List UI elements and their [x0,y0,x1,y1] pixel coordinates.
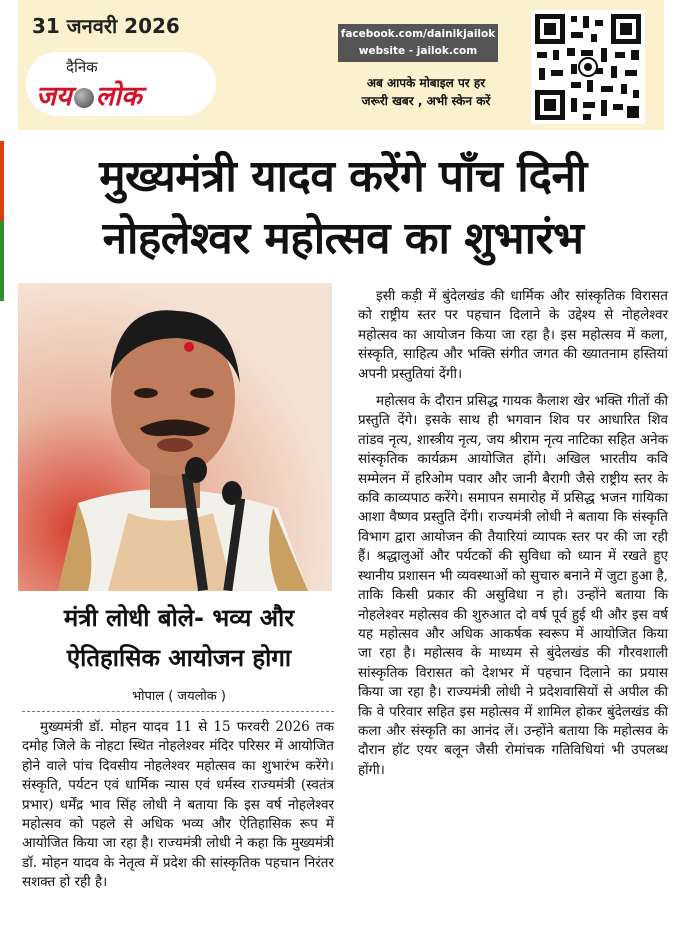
facebook-link[interactable]: facebook.com/dainikjailok [340,28,496,40]
chief-minister-photo [18,283,332,591]
issue-date: 31 जनवरी 2026 [32,14,180,38]
subheadline [24,598,334,678]
article-column-1 [22,718,334,893]
qr-code-icon[interactable] [531,10,645,124]
headline-line-1: मुख्यमंत्री यादव करेंगे पाँच दिनी [99,151,587,202]
article-paragraph: इसी कड़ी में बुंदेलखंड की धार्मिक और सांस्कृतिक विरासत को राष्ट्रीय स्तर पर पहचान दिलाने के उद्देश्य से नोहलेश्वर महोत्सव का आयोजन किया जा रहा है। इस महोत्सव में कला, संस्कृति, साहित्य और भक्ति संगीत जगत की ख्यातनाम हस्तियां अपनी प्रस्तुतियां देंगी। [358,288,668,382]
subheadline-line-2: ऐतिहासिक आयोजन होगा [66,644,292,672]
accent-stripe-green [0,221,4,301]
masthead [18,0,664,130]
headline [18,146,668,270]
website-link[interactable]: website - jailok.com [358,45,478,57]
dateline: भोपाल ( जयलोक ) [132,689,226,704]
divider [22,711,334,712]
headline-line-2: नोहलेश्वर महोत्सव का शुभारंभ [102,213,584,264]
scan-line-2: जरूरी खबर , अभी स्केन करें [361,94,491,108]
accent-stripe-red [0,141,4,221]
scan-prompt [336,74,516,110]
article-paragraph: मुख्यमंत्री डॉ. मोहन यादव 11 से 15 फरवरी 2026 तक दमोह जिले के नोहटा स्थित नोहलेश्वर मंदिर परिसर में आयोजित होने वाले पांच दिवसीय नोहलेश्वर महोत्सव का शुभारंभ करेंगे। संस्कृति, पर्यटन एवं धार्मिक न्यास एवं धर्मस्व राज्यमंत्री (स्वतंत्र प्रभार) धर्मेंद्र भाव सिंह लोधी ने बताया कि इस वर्ष नोहलेश्वर महोत्सव को पहले से अधिक भव्य और ऐतिहासिक रूप में आयोजित किया जा रहा है। राज्यमंत्री लोधी ने कहा कि मुख्यमंत्री डॉ. मोहन यादव के नेतृत्व में प्रदेश की सांस्कृतिक पहचान निरंतर सशक्त हो रही है। [22,719,334,891]
globe-icon [74,88,94,108]
logo-title [36,76,142,113]
logo-word-right: लोक [95,81,142,112]
scan-line-1: अब आपके मोबाइल पर हर [366,76,486,90]
subheadline-line-1: मंत्री लोधी बोले- भव्य और [63,604,295,632]
contact-box [338,24,498,62]
logo-small-text: दैनिक [66,58,98,76]
newspaper-logo [26,52,216,116]
article-column-2 [358,287,668,780]
article-paragraph: महोत्सव के दौरान प्रसिद्ध गायक कैलाश खेर भक्ति गीतों की प्रस्तुति देंगे। इसके साथ ही भगवान शिव पर आधारित शिव तांडव नृत्य, शास्त्रीय नृत्य, जय श्रीराम नृत्य नाटिका सहित अनेक सांस्कृतिक कार्यक्रम आयोजित होंगे। अखिल भारतीय कवि सम्मेलन में हरिओम पवार और जानी बैरागी जैसे राष्ट्रीय स्तर के कवि काव्यपाठ करेंगे। समापन समारोह में प्रसिद्ध भजन गायिका आशा वैष्णव प्रस्तुति देंगी। राज्यमंत्री लोधी ने बताया कि संस्कृति विभाग द्वारा आयोजन की तैयारियां व्यापक स्तर पर की जा रही हैं। श्रद्धालुओं और पर्यटकों की सुविधा को ध्यान में रखते हुए स्थानीय प्रशासन भी व्यवस्थाओं को सुचारु बनाने में जुटा हुआ है, ताकि किसी प्रकार की असुविधा न हो। उन्होंने बताया कि नोहलेश्वर महोत्सव की शुरुआत दो वर्ष पूर्व हुई थी और इस वर्ष यह महोत्सव और अधिक आकर्षक स्वरूप में आयोजित किया जा रहा है। महोत्सव के माध्यम से बुंदेलखंड की गौरवशाली सांस्कृतिक विरासत को देशभर में पहचान दिलाने का प्रयास किया जा रहा है। राज्यमंत्री लोधी ने प्रदेशवासियों से अपील की कि वे परिवार सहित इस महोत्सव में शामिल होकर बुंदेलखंड की कला और संस्कृति का आनंद लें। उन्होंने बताया कि महोत्सव के दौरान हॉट एयर बलून जैसी रोमांचक गतिविधियां भी उपलब्ध होंगी। [358,393,668,778]
logo-word-left: जय [36,81,72,112]
